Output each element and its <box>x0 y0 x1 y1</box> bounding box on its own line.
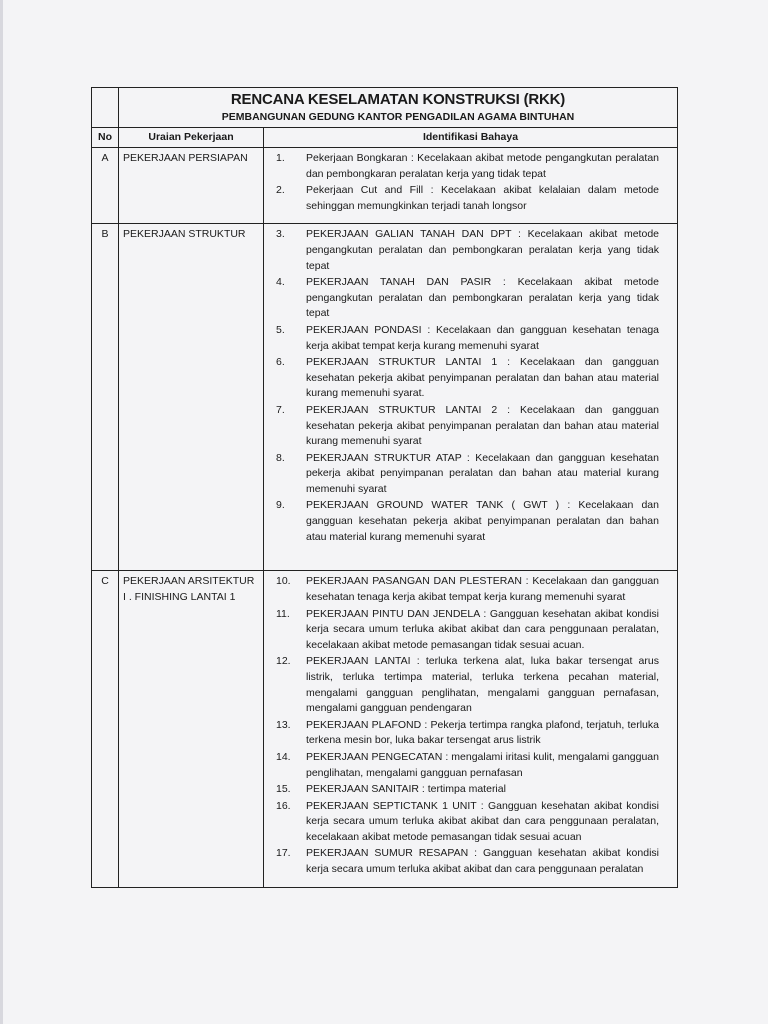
list-item <box>276 151 659 182</box>
item-number: 17. <box>276 847 291 860</box>
item-text: PEKERJAAN PONDASI : Kecelakaan dan gangguan kesehatan tenaga kerja akibat tempat kerja kurang memenuhi syarat <box>306 323 659 352</box>
table-row <box>92 148 678 224</box>
item-number: 8. <box>276 451 285 464</box>
item-number: 13. <box>276 718 291 731</box>
item-text: PEKERJAAN SANITAIR : tertimpa material <box>306 783 506 796</box>
item-number: 3. <box>276 228 285 241</box>
row-number: C <box>92 571 119 887</box>
item-text: PEKERJAAN GROUND WATER TANK ( GWT ) : Kecelakaan dan gangguan kesehatan pekerja akibat penyimpanan peralatan dan bahan atau material kurang memenuhi syarat <box>306 499 659 543</box>
identifikasi-bahaya <box>264 224 678 571</box>
item-number: 2. <box>276 184 285 197</box>
list-item <box>276 323 659 354</box>
item-number: 7. <box>276 403 285 416</box>
uraian-pekerjaan: PEKERJAAN STRUKTUR <box>119 224 264 571</box>
item-text: Pekerjaan Cut and Fill : Kecelakaan akibat kelalaian dalam metode sehinggan memungkinkan terjadi tanah longsor <box>306 184 659 212</box>
table-row <box>92 224 678 571</box>
item-number: 12. <box>276 655 291 668</box>
list-item <box>276 498 659 545</box>
item-text: PEKERJAAN SUMUR RESAPAN : Gangguan kesehatan akibat kondisi kerja secara umum terluka akibat akibat dan cara penggunaan peralatan <box>306 847 659 876</box>
item-number: 6. <box>276 356 285 369</box>
list-item <box>276 183 659 214</box>
identifikasi-bahaya <box>264 571 678 887</box>
document-subtitle: PEMBANGUNAN GEDUNG KANTOR PENGADILAN AGAMA BINTUHAN <box>221 111 575 123</box>
uraian-pekerjaan: PEKERJAAN PERSIAPAN <box>119 148 264 224</box>
table-row <box>92 571 678 887</box>
item-text: PEKERJAAN SEPTICTANK 1 UNIT : Gangguan kesehatan akibat kondisi kerja secara umum terluka akibat akibat dan cara penggunaan peralatan, kecelakaan akibat metode pemasangan tidak sesuai acuan <box>306 799 659 843</box>
item-text: PEKERJAAN PENGECATAN : mengalami iritasi kulit, mengalami gangguan penglihatan, mengalami gangguan pernafasan <box>306 750 659 779</box>
list-item <box>276 403 659 450</box>
item-text: PEKERJAAN LANTAI : terluka terkena alat, luka bakar tersengat arus listrik, terluka tertimpa material, terluka terkena pecahan material, mengalami gangguan penglihatan, mengalami gangguan pernafasan, mengalami gangguan pendengaran <box>306 655 659 715</box>
title-left-cell <box>92 88 119 128</box>
identifikasi-bahaya <box>264 148 678 224</box>
item-text: PEKERJAAN TANAH DAN PASIR : Kecelakaan akibat metode pengangkutan peralatan dan pembongkaran peralatan kerja yang tidak tepat <box>306 276 659 320</box>
list-item <box>276 451 659 498</box>
rkk-table-body <box>92 88 678 888</box>
list-item <box>276 654 659 716</box>
item-number: 14. <box>276 750 291 763</box>
document-title: RENCANA KESELAMATAN KONSTRUKSI (RKK) <box>230 91 566 108</box>
list-item <box>276 718 659 749</box>
title-row <box>92 88 678 128</box>
title-cell <box>119 88 678 128</box>
list-item <box>276 227 659 274</box>
rkk-table <box>91 87 678 888</box>
item-number: 10. <box>276 575 291 588</box>
header-no: No <box>92 128 119 148</box>
item-text: PEKERJAAN STRUKTUR ATAP : Kecelakaan dan gangguan kesehatan pekerja akibat penyimpanan peralatan dan bahan atau material kurang memenuhi syarat <box>306 451 659 495</box>
item-text: Pekerjaan Bongkaran : Kecelakaan akibat metode pengangkutan peralatan dan pembongkaran peralatan kerja yang tidak tepat <box>306 152 659 180</box>
row-number: A <box>92 148 119 224</box>
list-item <box>276 799 659 846</box>
page-edge <box>0 0 3 1024</box>
item-text: PEKERJAAN PASANGAN DAN PLESTERAN : Kecelakaan dan gangguan kesehatan tenaga kerja akibat tempat kerja kurang memenuhi syarat <box>306 575 659 603</box>
header-identifikasi: Identifikasi Bahaya <box>264 128 678 148</box>
item-text: PEKERJAAN STRUKTUR LANTAI 1 : Kecelakaan dan gangguan kesehatan pekerja akibat penyimpanan peralatan dan bahan atau material kurang memenuhi syarat. <box>306 356 659 400</box>
item-number: 1. <box>276 152 285 164</box>
item-number: 5. <box>276 323 285 336</box>
item-number: 16. <box>276 799 291 812</box>
header-uraian: Uraian Pekerjaan <box>119 128 264 148</box>
list-item <box>276 574 659 605</box>
item-number: 4. <box>276 276 285 289</box>
item-text: PEKERJAAN PINTU DAN JENDELA : Gangguan kesehatan akibat kondisi kerja secara umum terluka akibat akibat dan cara penggunaan peralatan, kecelakaan akibat metode pemasangan tidak sesuai acuan. <box>306 607 659 651</box>
item-text: PEKERJAAN STRUKTUR LANTAI 2 : Kecelakaan dan gangguan kesehatan pekerja akibat penyimpanan peralatan dan bahan atau material kurang memenuhi syarat <box>306 403 659 448</box>
item-text: PEKERJAAN PLAFOND : Pekerja tertimpa rangka plafond, terjatuh, terluka terkena mesin bor, luka bakar tersengat arus listrik <box>306 718 659 747</box>
item-number: 9. <box>276 499 285 512</box>
list-item <box>276 750 659 781</box>
uraian-pekerjaan: PEKERJAAN ARSITEKTUR I . FINISHING LANTAI 1 <box>119 571 264 887</box>
item-text: PEKERJAAN GALIAN TANAH DAN DPT : Kecelakaan akibat metode pengangkutan peralatan dan pembongkaran peralatan kerja yang tidak tepat <box>306 228 659 272</box>
row-number: B <box>92 224 119 571</box>
item-number: 15. <box>276 783 291 796</box>
list-item <box>276 607 659 654</box>
list-item <box>276 275 659 322</box>
list-item <box>276 782 659 798</box>
list-item <box>276 846 659 877</box>
item-number: 11. <box>276 607 290 620</box>
header-row <box>92 128 678 148</box>
list-item <box>276 355 659 402</box>
